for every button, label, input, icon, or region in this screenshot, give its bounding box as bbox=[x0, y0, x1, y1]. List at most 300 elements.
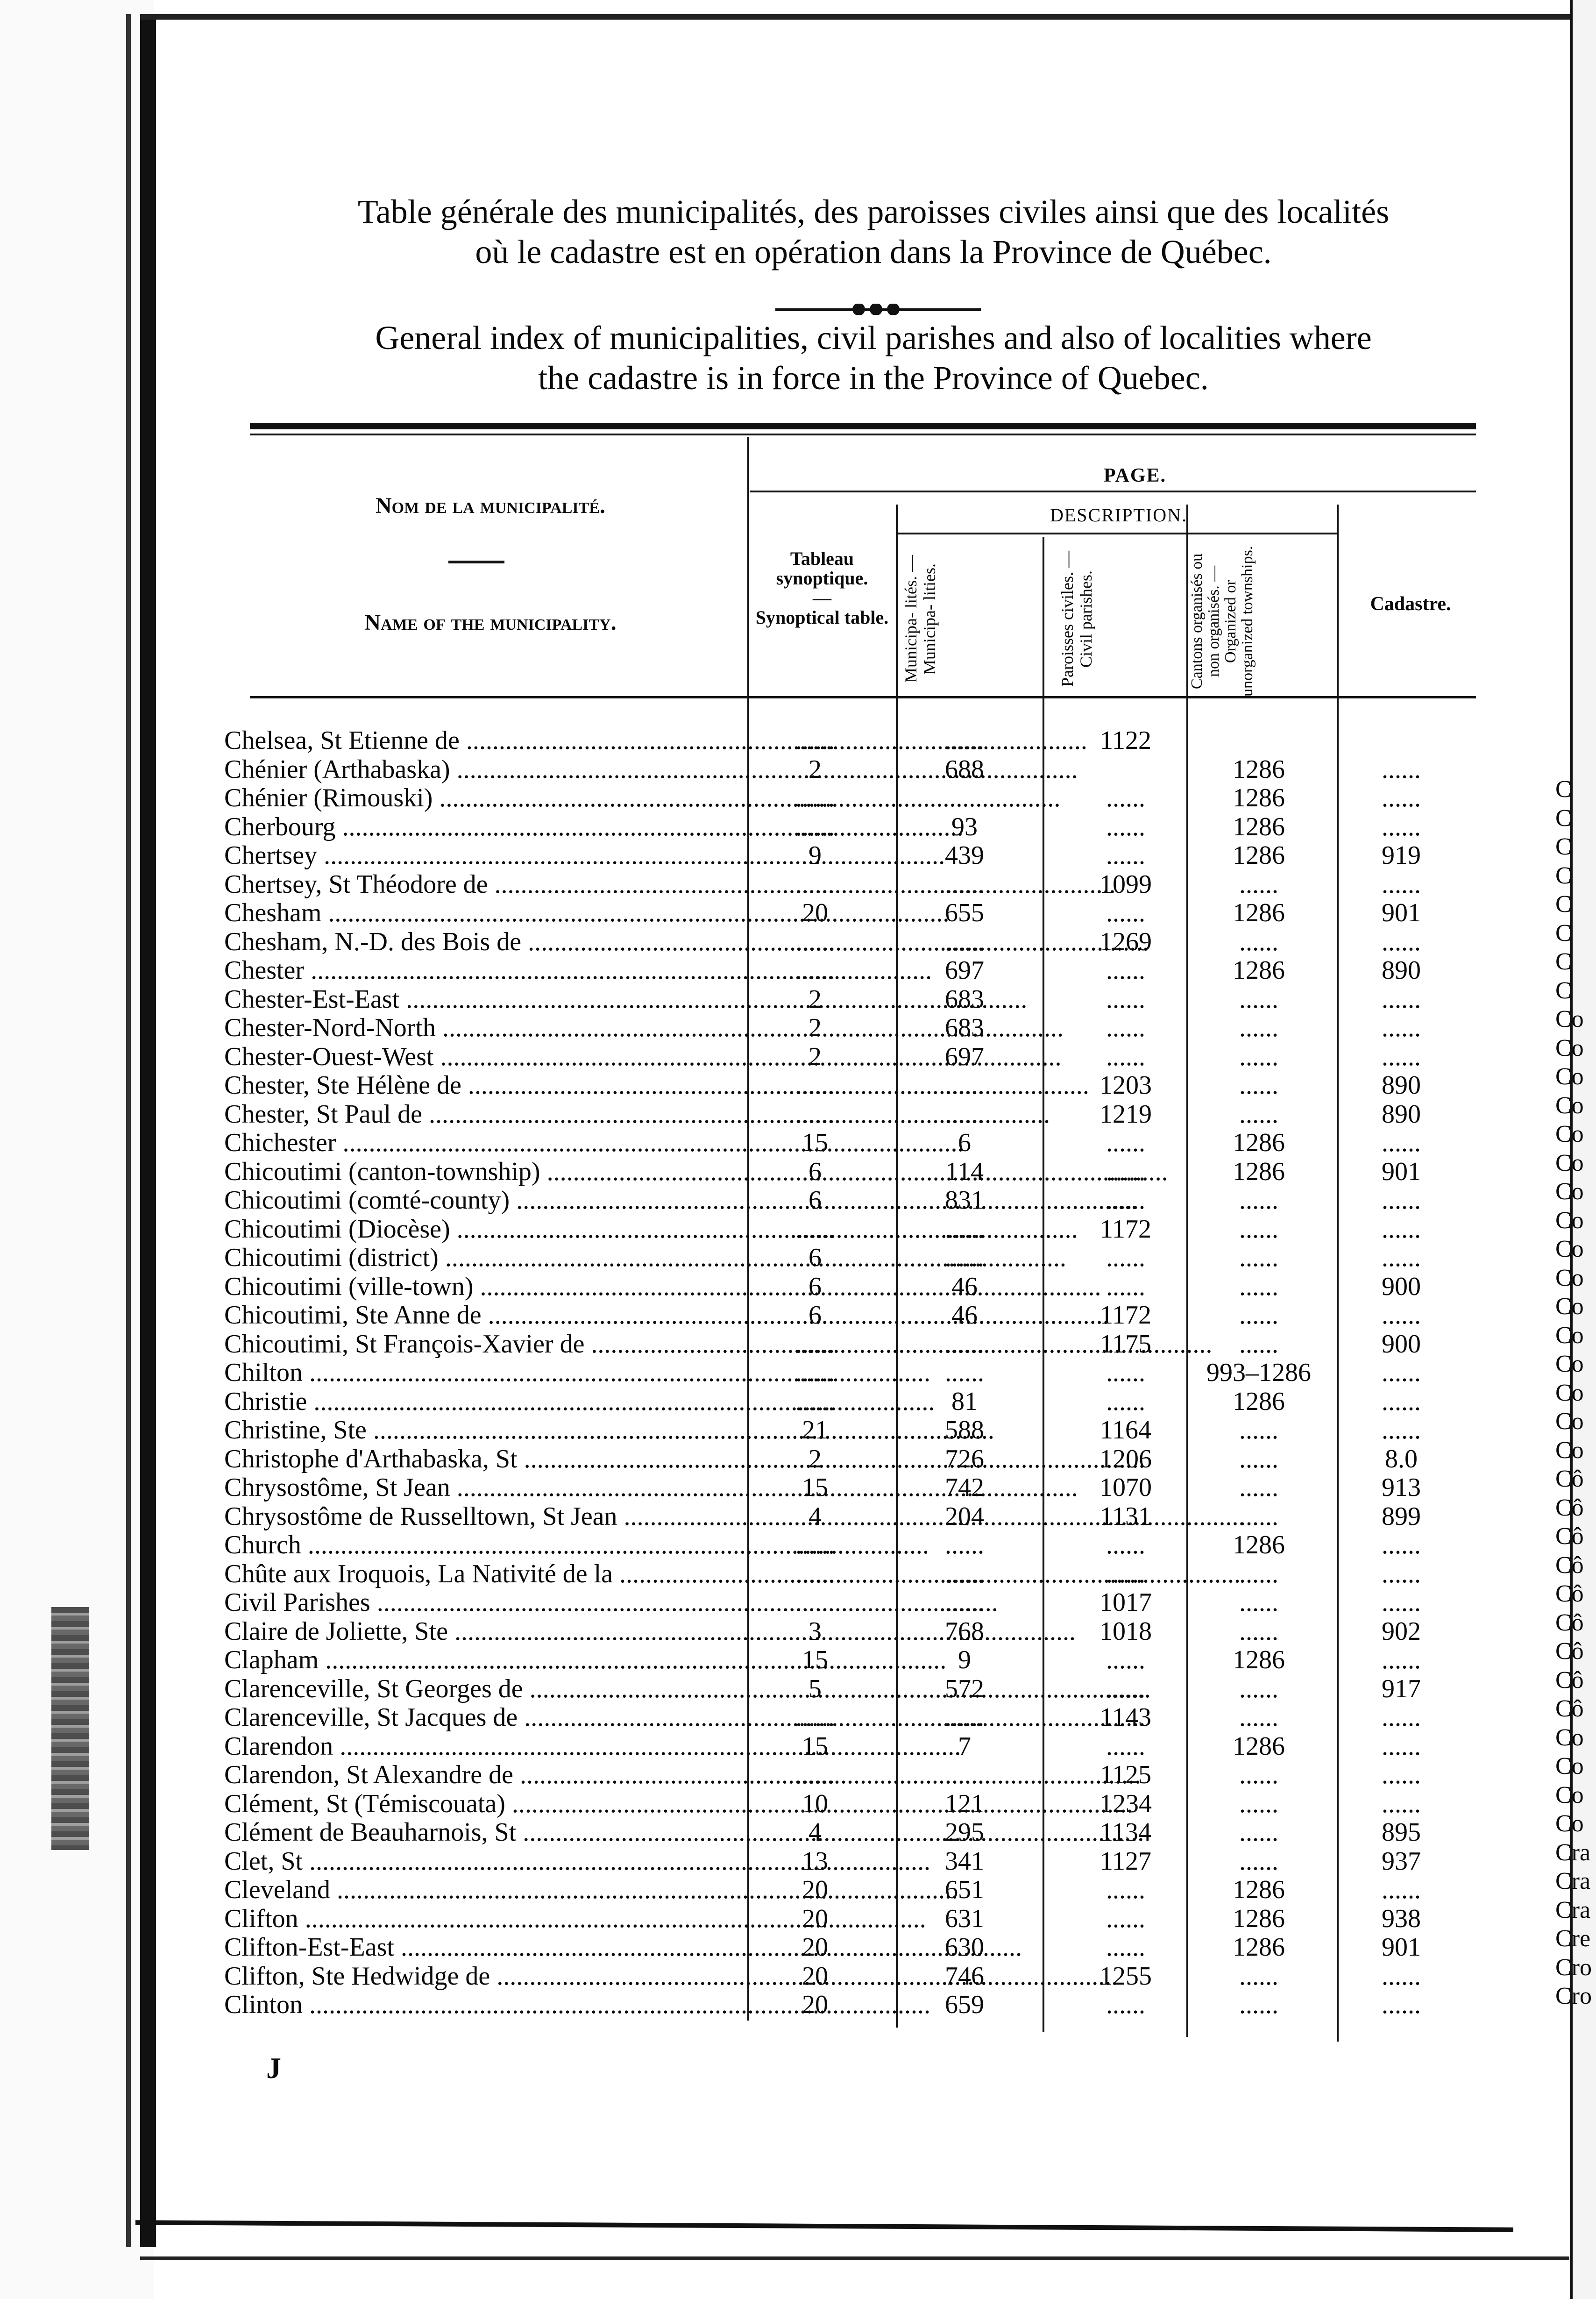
title-english-line2: the cadastre is in force in the Province of Quebec. bbox=[538, 359, 1209, 397]
tableau-cell: 3 bbox=[809, 1616, 822, 1646]
title-french-line2: où le cadastre est en opération dans la Province de Québec. bbox=[475, 233, 1272, 270]
cantons-cell: ...... bbox=[1239, 1502, 1278, 1531]
cadastre-cell: ...... bbox=[1382, 1186, 1421, 1215]
facing-page-fragment: C bbox=[1555, 804, 1572, 832]
municipalites-cell: ...... bbox=[945, 1243, 984, 1272]
municipality-name: Chénier (Rimouski) ..... bbox=[224, 784, 729, 812]
facing-page-fragment: C bbox=[1555, 977, 1572, 1004]
tableau-cell: 20 bbox=[802, 1904, 828, 1933]
cadastre-cell: 937 bbox=[1382, 1846, 1421, 1876]
facing-page-fragment: C bbox=[1555, 862, 1572, 889]
municipality-name: Chrysostôme, St Jean ..... bbox=[224, 1473, 729, 1502]
cantons-cell: 1286 bbox=[1233, 1387, 1285, 1416]
cantons-cell: ...... bbox=[1239, 1760, 1278, 1789]
page-top-edge bbox=[140, 14, 1579, 20]
municipality-name: Chicoutimi (district) ..... bbox=[224, 1244, 729, 1272]
table-row bbox=[0, 899, 1596, 927]
municipalites-cell: ...... bbox=[945, 1760, 984, 1789]
facing-page-fragment: Co bbox=[1555, 1322, 1584, 1349]
cantons-cell: 1286 bbox=[1233, 812, 1285, 841]
facing-page-fragment: Co bbox=[1555, 1724, 1584, 1751]
cantons-cell: ...... bbox=[1239, 1789, 1278, 1818]
paroisses-cell: 1143 bbox=[1100, 1703, 1151, 1732]
municipality-name: Chilton ..... bbox=[224, 1359, 729, 1387]
cadastre-cell: ...... bbox=[1382, 1588, 1421, 1617]
cadastre-cell: 901 bbox=[1382, 1933, 1421, 1962]
municipality-name: Chester, St Paul de ..... bbox=[224, 1100, 729, 1128]
municipality-name: Clarenceville, St Georges de ..... bbox=[224, 1675, 729, 1703]
municipalites-cell: ...... bbox=[945, 1071, 984, 1100]
municipality-name: Christophe d'Arthabaska, St ..... bbox=[224, 1445, 729, 1473]
paroisses-cell: ...... bbox=[1106, 1186, 1145, 1215]
table-row bbox=[0, 1617, 1596, 1645]
municipality-name: Chichester ..... bbox=[224, 1129, 729, 1157]
table-row bbox=[0, 784, 1596, 812]
paroisses-cell: ...... bbox=[1106, 1387, 1145, 1416]
facing-page-fragment: Cô bbox=[1555, 1494, 1584, 1521]
paroisses-cell: ...... bbox=[1106, 1674, 1145, 1703]
paroisses-cell: 1134 bbox=[1100, 1818, 1151, 1847]
cantons-cell: ...... bbox=[1239, 1818, 1278, 1847]
table-row bbox=[0, 1158, 1596, 1186]
facing-page-fragment: Co bbox=[1555, 1121, 1584, 1147]
table-row bbox=[0, 956, 1596, 984]
tableau-cell: ...... bbox=[795, 1329, 835, 1359]
table-row bbox=[0, 1416, 1596, 1444]
cantons-cell: ...... bbox=[1239, 1071, 1278, 1100]
municipalites-cell: 726 bbox=[945, 1444, 984, 1473]
paroisses-cell: ...... bbox=[1106, 1272, 1145, 1301]
municipality-name: Clément de Beauharnois, St ..... bbox=[224, 1818, 729, 1846]
paroisses-cell: 1070 bbox=[1099, 1473, 1152, 1502]
cadastre-cell: ...... bbox=[1382, 1961, 1421, 1991]
cantons-cell: 1286 bbox=[1233, 1731, 1285, 1761]
paroisses-cell: ...... bbox=[1106, 1933, 1145, 1962]
facing-page-fragment: C bbox=[1555, 776, 1572, 803]
cadastre-cell: ...... bbox=[1382, 1301, 1421, 1330]
tableau-cell: 2 bbox=[809, 984, 822, 1014]
tableau-cell: 15 bbox=[802, 1731, 828, 1761]
cadastre-cell: ...... bbox=[1382, 1559, 1421, 1588]
tableau-cell: 10 bbox=[802, 1789, 828, 1818]
header-paroisses: Paroisses civiles. — Civil parishes. bbox=[1058, 551, 1095, 687]
municipality-name: Clarendon ..... bbox=[224, 1732, 729, 1760]
paroisses-cell: ...... bbox=[1106, 1530, 1145, 1559]
cadastre-cell: 938 bbox=[1382, 1904, 1421, 1933]
tableau-cell: 4 bbox=[809, 1502, 822, 1531]
municipality-name: Clifton, Ste Hedwidge de ..... bbox=[224, 1962, 729, 1990]
cantons-cell: ...... bbox=[1239, 1473, 1278, 1502]
cantons-cell: 1286 bbox=[1233, 1933, 1285, 1962]
municipalites-cell: 588 bbox=[945, 1416, 984, 1445]
cadastre-cell: 8.0 bbox=[1385, 1444, 1418, 1473]
facing-page-fragment: Co bbox=[1555, 1207, 1584, 1234]
tableau-cell: 2 bbox=[809, 1444, 822, 1473]
tableau-cell: 20 bbox=[802, 1961, 828, 1991]
municipality-name: Chesham ..... bbox=[224, 899, 729, 927]
cantons-cell: ...... bbox=[1239, 1243, 1278, 1272]
municipalites-cell: 93 bbox=[951, 812, 978, 841]
paroisses-cell: 1172 bbox=[1100, 1214, 1151, 1244]
paroisses-cell: ...... bbox=[1106, 1731, 1145, 1761]
cantons-cell: ...... bbox=[1239, 1186, 1278, 1215]
cantons-cell: ...... bbox=[1239, 1559, 1278, 1588]
table-row bbox=[0, 870, 1596, 898]
facing-page-fragment: Cra bbox=[1555, 1896, 1591, 1923]
table-row bbox=[0, 1761, 1596, 1789]
table-row bbox=[0, 1244, 1596, 1272]
cadastre-cell: ...... bbox=[1382, 1789, 1421, 1818]
paroisses-cell: 1099 bbox=[1099, 869, 1152, 899]
cantons-cell: 1286 bbox=[1233, 1157, 1285, 1186]
header-municipalites: Municipa- lités. — Municipa- lities. bbox=[901, 555, 939, 683]
paroisses-cell: ...... bbox=[1106, 1013, 1145, 1042]
paroisses-cell: ...... bbox=[1106, 984, 1145, 1014]
header-description: DESCRIPTION. bbox=[1050, 505, 1188, 526]
tableau-cell: 20 bbox=[802, 1933, 828, 1962]
table-row bbox=[0, 813, 1596, 841]
facing-page-fragment: Co bbox=[1555, 1236, 1584, 1262]
facing-page-fragment: Co bbox=[1555, 1264, 1584, 1291]
table-row bbox=[0, 1273, 1596, 1301]
municipalites-cell: 295 bbox=[945, 1818, 984, 1847]
municipality-name: Chicoutimi, Ste Anne de ..... bbox=[224, 1301, 729, 1329]
cadastre-cell: 899 bbox=[1382, 1502, 1421, 1531]
tableau-cell: 20 bbox=[802, 898, 828, 927]
table-row bbox=[0, 1732, 1596, 1760]
header-tableau: Tableau synoptique. — Synoptical table. bbox=[750, 549, 894, 627]
municipalites-cell: 683 bbox=[945, 1013, 984, 1042]
paroisses-cell: ...... bbox=[1106, 812, 1145, 841]
cadastre-cell: ...... bbox=[1382, 1387, 1421, 1416]
municipalites-cell: 204 bbox=[945, 1502, 984, 1531]
cadastre-cell: ...... bbox=[1382, 754, 1421, 784]
municipality-name: Clifton-Est-East ..... bbox=[224, 1933, 729, 1961]
table-row bbox=[0, 985, 1596, 1013]
cantons-cell: ...... bbox=[1239, 1416, 1278, 1445]
cadastre-cell: ...... bbox=[1382, 1214, 1421, 1244]
table-row bbox=[0, 1962, 1596, 1990]
facing-page-fragment: Co bbox=[1555, 1178, 1584, 1205]
table-row bbox=[0, 1675, 1596, 1703]
tableau-cell: 15 bbox=[802, 1128, 828, 1157]
header-name-english: Name of the municipality. bbox=[364, 610, 617, 635]
tableau-cell: 20 bbox=[802, 1990, 828, 2019]
cadastre-cell: ...... bbox=[1382, 984, 1421, 1014]
municipality-name: Christie ..... bbox=[224, 1388, 729, 1416]
municipality-name: Chester-Est-East ..... bbox=[224, 985, 729, 1013]
municipalites-cell: ...... bbox=[945, 927, 984, 956]
facing-page-fragment: Cô bbox=[1555, 1666, 1584, 1694]
table-row bbox=[0, 1445, 1596, 1473]
facing-page-fragment: Co bbox=[1555, 1408, 1584, 1435]
tableau-cell: 4 bbox=[809, 1818, 822, 1847]
cantons-cell: ...... bbox=[1239, 1616, 1278, 1646]
tableau-cell: ...... bbox=[795, 1559, 835, 1588]
cantons-cell: ...... bbox=[1239, 1588, 1278, 1617]
cantons-cell: 1286 bbox=[1233, 1530, 1285, 1559]
municipality-name: Chrysostôme de Russelltown, St Jean ..... bbox=[224, 1502, 729, 1530]
cantons-cell: 1286 bbox=[1233, 898, 1285, 927]
paroisses-cell: 1234 bbox=[1099, 1789, 1152, 1818]
cantons-cell: ...... bbox=[1239, 1961, 1278, 1991]
municipalites-cell: 46 bbox=[951, 1301, 978, 1330]
header-page: PAGE. bbox=[1103, 465, 1167, 486]
cadastre-cell: ...... bbox=[1382, 1731, 1421, 1761]
paroisses-cell: ...... bbox=[1106, 1875, 1145, 1904]
table-row bbox=[0, 1388, 1596, 1416]
paroisses-cell: 1255 bbox=[1099, 1961, 1152, 1991]
facing-page-fragment: Co bbox=[1555, 1293, 1584, 1320]
facing-page-fragment: Co bbox=[1555, 1063, 1584, 1090]
cantons-cell: 1286 bbox=[1233, 841, 1285, 870]
paroisses-cell: ...... bbox=[1106, 1990, 1145, 2019]
tableau-cell: 2 bbox=[809, 1013, 822, 1042]
cadastre-cell: ...... bbox=[1382, 1703, 1421, 1732]
cantons-cell: ...... bbox=[1239, 927, 1278, 956]
paroisses-cell: 1269 bbox=[1099, 927, 1152, 956]
table-row bbox=[0, 1071, 1596, 1099]
municipalites-cell: 651 bbox=[945, 1875, 984, 1904]
cadastre-cell: ...... bbox=[1382, 1042, 1421, 1071]
municipality-name: Chester-Nord-North ..... bbox=[224, 1014, 729, 1042]
tableau-cell: ...... bbox=[795, 1214, 835, 1244]
table-row bbox=[0, 1703, 1596, 1731]
paroisses-cell: ...... bbox=[1106, 898, 1145, 927]
table-row bbox=[0, 1186, 1596, 1214]
paroisses-cell: ...... bbox=[1106, 1157, 1145, 1186]
cadastre-cell: 890 bbox=[1382, 1099, 1421, 1129]
municipalites-cell: 768 bbox=[945, 1616, 984, 1646]
municipalites-cell: 7 bbox=[958, 1731, 971, 1761]
municipalites-cell: ...... bbox=[945, 726, 984, 755]
header-name-french: Nom de la municipalité. bbox=[376, 493, 605, 518]
cadastre-cell: ...... bbox=[1382, 927, 1421, 956]
table-top-rule bbox=[250, 423, 1476, 429]
facing-page-fragment: Cô bbox=[1555, 1552, 1584, 1579]
cantons-cell: ...... bbox=[1239, 1846, 1278, 1876]
paroisses-cell: ...... bbox=[1106, 1559, 1145, 1588]
facing-page-fragment: Co bbox=[1555, 1034, 1584, 1061]
tableau-cell: ...... bbox=[795, 1358, 835, 1387]
municipality-name: Chelsea, St Etienne de ..... bbox=[224, 726, 729, 754]
paroisses-cell: 1125 bbox=[1100, 1760, 1151, 1789]
municipalites-cell: 683 bbox=[945, 984, 984, 1014]
tableau-cell: 2 bbox=[809, 1042, 822, 1071]
tableau-cell: ...... bbox=[795, 927, 835, 956]
cantons-cell: 1286 bbox=[1233, 956, 1285, 985]
tableau-cell: ...... bbox=[795, 1387, 835, 1416]
municipality-name: Clapham ..... bbox=[224, 1646, 729, 1674]
municipality-name: Chûte aux Iroquois, La Nativité de la ..... bbox=[224, 1560, 729, 1588]
municipalites-cell: ...... bbox=[945, 1214, 984, 1244]
cadastre-cell: 917 bbox=[1382, 1674, 1421, 1703]
cadastre-cell: ...... bbox=[1382, 1990, 1421, 2019]
tableau-cell: 2 bbox=[809, 754, 822, 784]
title-english-line1: General index of municipalities, civil parishes and also of localities where bbox=[375, 319, 1372, 356]
table-row bbox=[0, 1790, 1596, 1818]
facing-page-fragment: C bbox=[1555, 919, 1572, 947]
cadastre-cell: 895 bbox=[1382, 1818, 1421, 1847]
cadastre-cell: ...... bbox=[1382, 1645, 1421, 1674]
cantons-cell: ...... bbox=[1239, 984, 1278, 1014]
header-cadastre: Cadastre. bbox=[1370, 593, 1451, 615]
cadastre-cell: 913 bbox=[1382, 1473, 1421, 1502]
municipalites-cell: 697 bbox=[945, 1042, 984, 1071]
cantons-cell: ...... bbox=[1239, 1013, 1278, 1042]
facing-page-fragment: Cô bbox=[1555, 1638, 1584, 1665]
municipalites-cell: 659 bbox=[945, 1990, 984, 2019]
page-bottom-edge bbox=[135, 2220, 1513, 2232]
table-row bbox=[0, 726, 1596, 754]
tableau-cell: ...... bbox=[795, 1588, 835, 1617]
table-row bbox=[0, 755, 1596, 783]
cantons-cell: 993–1286 bbox=[1206, 1358, 1311, 1387]
table-row bbox=[0, 928, 1596, 956]
paroisses-cell: ...... bbox=[1106, 1904, 1145, 1933]
cadastre-cell: 901 bbox=[1382, 1157, 1421, 1186]
cantons-cell: ...... bbox=[1239, 1444, 1278, 1473]
table-row bbox=[0, 1646, 1596, 1674]
tableau-cell: ...... bbox=[795, 1703, 835, 1732]
title-english bbox=[243, 318, 1504, 398]
municipality-name: Christine, Ste ..... bbox=[224, 1416, 729, 1444]
title-french-line1: Table générale des municipalités, des paroisses civiles ainsi que des localités bbox=[357, 193, 1390, 230]
cantons-cell: ...... bbox=[1239, 1703, 1278, 1732]
municipalites-cell: 742 bbox=[945, 1473, 984, 1502]
municipalites-cell: ...... bbox=[945, 1703, 984, 1732]
cantons-cell: ...... bbox=[1239, 1329, 1278, 1359]
cadastre-cell: 900 bbox=[1382, 1329, 1421, 1359]
municipalites-cell: 655 bbox=[945, 898, 984, 927]
municipality-name: Clinton ..... bbox=[224, 1991, 729, 2019]
municipalites-cell: 439 bbox=[945, 841, 984, 870]
header-cantons: Cantons organisés ou non organisés. — Organized or unorganized townships. bbox=[1188, 546, 1256, 697]
municipality-name: Chicoutimi (Diocèse) ..... bbox=[224, 1215, 729, 1243]
municipalites-cell: ...... bbox=[945, 1559, 984, 1588]
table-row bbox=[0, 1560, 1596, 1588]
cadastre-cell: ...... bbox=[1382, 1243, 1421, 1272]
municipality-name: Cleveland ..... bbox=[224, 1876, 729, 1904]
cantons-cell: ...... bbox=[1239, 1301, 1278, 1330]
facing-page-fragment: C bbox=[1555, 833, 1572, 860]
cadastre-cell: ...... bbox=[1382, 1530, 1421, 1559]
paroisses-cell: 1206 bbox=[1099, 1444, 1152, 1473]
facing-page-fragment: Cô bbox=[1555, 1580, 1584, 1607]
page-header-rule bbox=[750, 491, 1476, 492]
tableau-cell: ...... bbox=[795, 726, 835, 755]
tableau-cell: 6 bbox=[809, 1301, 822, 1330]
cantons-cell: 1286 bbox=[1233, 1128, 1285, 1157]
municipality-name: Civil Parishes ..... bbox=[224, 1588, 729, 1616]
paroisses-cell: ...... bbox=[1106, 1243, 1145, 1272]
cantons-cell: 1286 bbox=[1233, 1645, 1285, 1674]
municipality-name: Chicoutimi (canton-township) ..... bbox=[224, 1158, 729, 1186]
municipality-name: Chesham, N.-D. des Bois de ..... bbox=[224, 928, 729, 956]
table-row bbox=[0, 1905, 1596, 1933]
cantons-cell: ...... bbox=[1239, 1214, 1278, 1244]
table-row bbox=[0, 1129, 1596, 1157]
municipalites-cell: ...... bbox=[945, 1358, 984, 1387]
municipalites-cell: ...... bbox=[945, 1530, 984, 1559]
municipality-name: Chénier (Arthabaska) ..... bbox=[224, 755, 729, 783]
facing-page-fragment: Cre bbox=[1555, 1925, 1591, 1952]
table-row bbox=[0, 1215, 1596, 1243]
table-row bbox=[0, 1301, 1596, 1329]
facing-page-fragment: Co bbox=[1555, 1781, 1584, 1808]
cadastre-cell: ...... bbox=[1382, 1128, 1421, 1157]
cadastre-cell: 890 bbox=[1382, 956, 1421, 985]
paroisses-cell: ...... bbox=[1106, 1645, 1145, 1674]
cadastre-cell: ...... bbox=[1382, 869, 1421, 899]
table-row bbox=[0, 1531, 1596, 1559]
tableau-cell: 6 bbox=[809, 1243, 822, 1272]
facing-page-fragment: Cro bbox=[1555, 1983, 1592, 2009]
municipality-name: Claire de Joliette, Ste ..... bbox=[224, 1617, 729, 1645]
tableau-cell: 6 bbox=[809, 1272, 822, 1301]
table-row bbox=[0, 1330, 1596, 1358]
municipalites-cell: 746 bbox=[945, 1961, 984, 1991]
municipality-name: Chicoutimi (comté-county) ..... bbox=[224, 1186, 729, 1214]
facing-page-fragment: Co bbox=[1555, 1810, 1584, 1837]
municipality-name: Church ..... bbox=[224, 1531, 729, 1559]
footer-mark: J bbox=[266, 2051, 281, 2085]
facing-page-fragment: Co bbox=[1555, 1753, 1584, 1779]
tableau-cell: ...... bbox=[795, 1071, 835, 1100]
municipalites-cell: 831 bbox=[945, 1186, 984, 1215]
table-row bbox=[0, 1991, 1596, 2019]
municipality-name: Chicoutimi (ville-town) ..... bbox=[224, 1273, 729, 1301]
municipalites-cell: 121 bbox=[945, 1789, 984, 1818]
title-ornament-diamonds bbox=[850, 304, 901, 315]
table-row bbox=[0, 1502, 1596, 1530]
cantons-cell: 1286 bbox=[1233, 1875, 1285, 1904]
cantons-cell: ...... bbox=[1239, 1674, 1278, 1703]
tableau-cell: ...... bbox=[795, 783, 835, 812]
municipality-name: Clément, St (Témiscouata) ..... bbox=[224, 1790, 729, 1818]
tableau-cell: ...... bbox=[795, 1099, 835, 1129]
description-header-rule bbox=[898, 533, 1337, 534]
facing-page-fragment: Cô bbox=[1555, 1695, 1584, 1722]
tableau-cell: 15 bbox=[802, 1645, 828, 1674]
tableau-cell: ...... bbox=[795, 869, 835, 899]
table-top-rule-thin bbox=[250, 434, 1476, 435]
table-row bbox=[0, 1359, 1596, 1387]
tableau-cell: 6 bbox=[809, 1186, 822, 1215]
table-row bbox=[0, 1933, 1596, 1961]
tableau-cell: ...... bbox=[795, 1530, 835, 1559]
municipalites-cell: ...... bbox=[945, 1329, 984, 1359]
paroisses-cell: 1131 bbox=[1100, 1502, 1151, 1531]
municipality-name: Clifton ..... bbox=[224, 1905, 729, 1933]
municipalites-cell: 697 bbox=[945, 956, 984, 985]
cantons-cell: ...... bbox=[1239, 1042, 1278, 1071]
cadastre-cell: ...... bbox=[1382, 1875, 1421, 1904]
municipalites-cell: ...... bbox=[945, 1099, 984, 1129]
cantons-cell: ...... bbox=[1239, 1990, 1278, 2019]
paroisses-cell: 1122 bbox=[1100, 726, 1151, 755]
facing-page-fragment: Cro bbox=[1555, 1954, 1592, 1981]
cadastre-cell: ...... bbox=[1382, 812, 1421, 841]
municipalites-cell: 81 bbox=[951, 1387, 978, 1416]
paroisses-cell: 1172 bbox=[1100, 1301, 1151, 1330]
table-row bbox=[0, 1588, 1596, 1616]
tableau-cell: 9 bbox=[809, 841, 822, 870]
table-row bbox=[0, 1473, 1596, 1502]
facing-page-fragment: Cô bbox=[1555, 1523, 1584, 1550]
title-french bbox=[243, 192, 1504, 272]
facing-page-fragment: Cô bbox=[1555, 1466, 1584, 1492]
